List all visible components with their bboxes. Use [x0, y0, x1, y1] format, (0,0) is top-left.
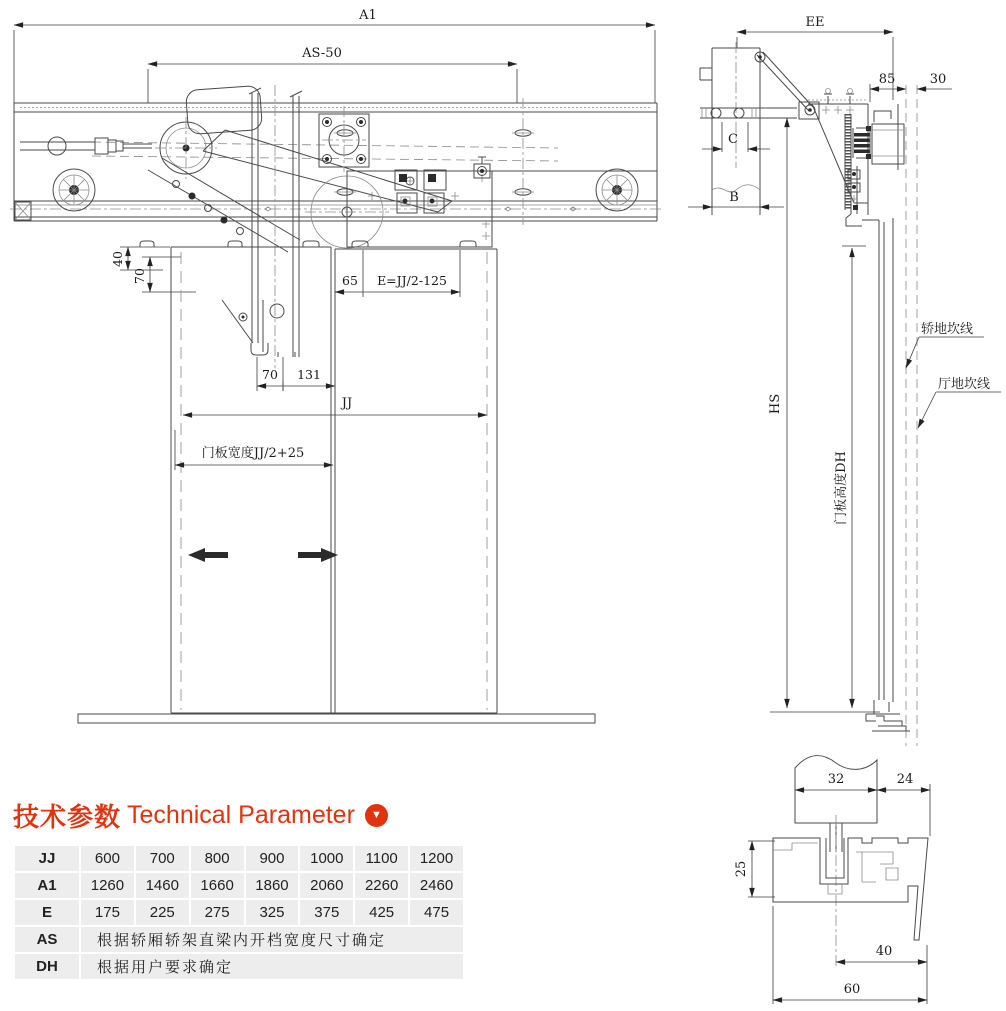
door-panels	[171, 247, 497, 713]
row-label: E	[15, 900, 79, 925]
diagonal-strut	[755, 52, 819, 119]
row-note: 根据用户要求确定	[81, 954, 463, 979]
cell: 175	[81, 900, 134, 925]
cell: 1260	[81, 873, 134, 898]
dim-40: 40	[110, 251, 125, 267]
dim-door-height: 门板高度DH	[834, 451, 849, 525]
label-car-sill: 轿地坎线	[921, 322, 974, 337]
dim-85: 85	[878, 72, 896, 87]
table-row-dh	[15, 954, 463, 979]
dim-c: C	[728, 132, 738, 147]
cell: 1000	[300, 846, 353, 871]
door-tabs	[140, 241, 476, 247]
hall-sill-callout	[918, 376, 1001, 428]
header-assembly	[808, 89, 904, 227]
table-row-as	[15, 927, 463, 952]
sill-profile	[773, 838, 928, 940]
left-track-roller	[53, 169, 95, 211]
cell: 2260	[355, 873, 408, 898]
dim-70b: 70	[262, 367, 278, 382]
tech-table	[13, 844, 465, 981]
tech-title-zh: 技术参数	[13, 801, 122, 832]
cell: 375	[300, 900, 353, 925]
cell: 225	[136, 900, 189, 925]
cell: 600	[81, 846, 134, 871]
dim-ee: EE	[805, 15, 825, 30]
dim-door-width: 门板宽度JJ/2+25	[201, 446, 305, 461]
drive-pulley	[155, 117, 217, 179]
cell: 1860	[246, 873, 299, 898]
label-hall-sill: 厅地坎线	[938, 377, 991, 392]
car-sill-callout	[906, 321, 984, 368]
table-row-a1	[15, 873, 463, 898]
door-direction-arrows	[188, 548, 338, 562]
belt-tensioner	[20, 137, 152, 155]
dim-as50: AS-50	[302, 46, 342, 61]
cell: 275	[191, 900, 244, 925]
dim-40: 40	[875, 944, 893, 959]
mounting-arm	[700, 108, 797, 118]
dim-e-formula: E=JJ/2-125	[377, 273, 447, 288]
row-label: A1	[15, 873, 79, 898]
dim-32: 32	[827, 772, 845, 787]
side-view-drawing	[688, 15, 1001, 746]
row-note: 根据轿厢轿架直梁内开档宽度尺寸确定	[81, 927, 463, 952]
cell: 1660	[191, 873, 244, 898]
cell: 2060	[300, 873, 353, 898]
guide-shoe	[795, 756, 877, 968]
cell: 425	[355, 900, 408, 925]
dim-25: 25	[734, 860, 749, 878]
dim-hs: HS	[768, 393, 783, 415]
row-label: AS	[15, 927, 79, 952]
hanger-channel	[222, 85, 302, 368]
cell: 700	[136, 846, 189, 871]
dim-60: 60	[843, 982, 861, 997]
door-panel-side	[866, 218, 910, 731]
cell: 1100	[355, 846, 408, 871]
dim-65: 65	[342, 273, 358, 288]
cell: 1200	[410, 846, 463, 871]
row-label: DH	[15, 954, 79, 979]
row-label: JJ	[15, 846, 79, 871]
dim-a1: A1	[359, 8, 377, 23]
sill-plate	[78, 714, 595, 723]
cell: 475	[410, 900, 463, 925]
technical-parameters-section	[13, 798, 473, 981]
cell: 1460	[136, 873, 189, 898]
dim-b: B	[729, 190, 739, 205]
dim-24: 24	[896, 772, 914, 787]
down-triangle-icon: ▼	[365, 804, 388, 827]
cell: 2460	[410, 873, 463, 898]
front-view-drawing	[10, 8, 661, 723]
cell: 325	[246, 900, 299, 925]
right-track-roller	[596, 169, 638, 211]
dim-131: 131	[297, 367, 321, 382]
dim-70: 70	[132, 268, 147, 284]
table-row-e	[15, 900, 463, 925]
tech-title	[13, 798, 473, 832]
dim-30: 30	[929, 72, 947, 87]
table-row-jj	[15, 846, 463, 871]
cell: 900	[246, 846, 299, 871]
dim-jj: JJ	[341, 396, 353, 411]
sill-section-detail	[734, 756, 930, 1004]
cell: 800	[191, 846, 244, 871]
tech-title-en: Technical Parameter	[127, 800, 355, 829]
